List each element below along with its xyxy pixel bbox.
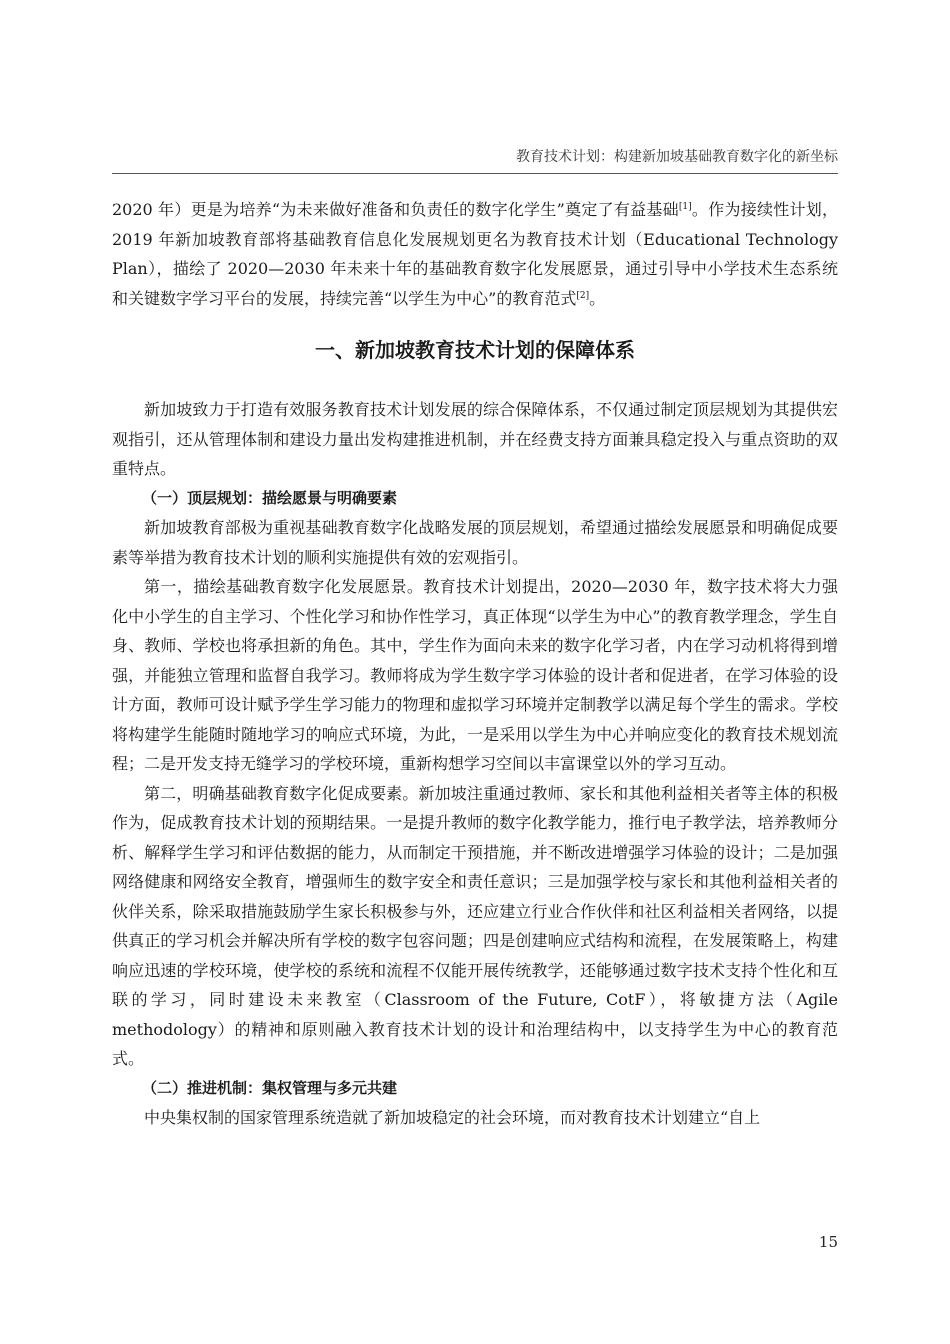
- paragraph-enabling-factors: 第二，明确基础教育数字化促成要素。新加坡注重通过教师、家长和其他利益相关者等主体的积极作为，促成教育技术计划的预期结果。一是提升教师的数字化教学能力，推行电子教学法，培养教师分析、解释学生学习和评估数据的能力，从而制定干预措施，并不断改进增强学习体验的设计；二是加强网络健康和网络安全教育，增强师生的数字安全和责任意识；三是加强学校与家长和其他利益相关者的伙伴关系，除采取措施鼓励学生家长积极参与外，还应建立行业合作伙伴和社区利益相关者网络，以提供真正的学习机会并解决所有学校的数字包容问题；四是创建响应式结构和流程，在发展策略上，构建响应迅速的学校环境，使学校的系统和流程不仅能开展传统教学，还能够通过数字技术支持个性化和互联的学习，同时建设未来教室（Classroom of the Future, CotF），将敏捷方法（Agile methodology）的精神和原则融入教育技术计划的设计和治理结构中，以支持学生为中心的教育范式。: [112, 783, 838, 1068]
- page-number: 15: [818, 1233, 838, 1251]
- header-rule: [112, 173, 838, 174]
- section-heading: 一、新加坡教育技术计划的保障体系: [315, 338, 635, 362]
- subsection-heading-2: （二）推进机制：集权管理与多元共建: [142, 1078, 398, 1097]
- citation-ref-1[interactable]: [1]: [678, 202, 692, 212]
- subsection-heading-1: （一）顶层规划：描绘愿景与明确要素: [142, 488, 398, 507]
- paragraph-top-level-planning: 新加坡教育部极为重视基础教育数字化战略发展的顶层规划，希望通过描绘发展愿景和明确促成要素等举措为教育技术计划的顺利实施提供有效的宏观指引。: [112, 518, 838, 567]
- citation-ref-2[interactable]: [2]: [576, 290, 590, 301]
- paragraph-intro: 新加坡致力于打造有效服务教育技术计划发展的综合保障体系，不仅通过制定顶层规划为其提供宏观指引，还从管理体制和建设力量出发构建推进机制，并在经费支持方面兼具稳定投入与重点资助的双重特点。: [112, 400, 838, 478]
- running-header: 教育技术计划：构建新加坡基础教育数字化的新坐标: [516, 149, 838, 165]
- paragraph-vision: 第一，描绘基础教育数字化发展愿景。教育技术计划提出，2020—2030 年，数字技术将大力强化中小学生的自主学习、个性化学习和协作性学习，真正体现“以学生为中心”的教育教学理念，学生自身、教师、学校也将承担新的角色。其中，学生作为面向未来的数字化学习者，内在学习动机将得到增强，并能独立管理和监督自我学习。教师将成为学生数字学习体验的设计者和促进者，在学习体验的设计方面，教师可设计赋予学生学习能力的物理和虚拟学习环境并定制教学以满足每个学生的需求。学校将构建学生能随时随地学习的响应式环境，为此，一是采用以学生为中心并响应变化的教育技术规划流程；二是开发支持无缝学习的学校环境，重新构想学习空间以丰富课堂以外的学习互动。: [112, 577, 838, 773]
- paragraph-mechanism: 中央集权制的国家管理系统造就了新加坡稳定的社会环境，而对教育技术计划建立“自上: [144, 1108, 761, 1127]
- paragraph-continued: 2020 年）更是为培养“为未来做好准备和负责任的数字化学生”奠定了有益基础[1]。作为接续性计划，2019 年新加坡教育部将基础教育信息化发展规划更名为教育技术计划（Educational Technology Plan），描绘了 2020—2030 年未来十年的基础教育数字化发展愿景，通过引导中小学技术生态系统和关键数字学习平台的发展，持续完善“以学生为中心”的教育范式[2]。: [112, 200, 838, 308]
- body-text: [112, 195, 838, 1133]
